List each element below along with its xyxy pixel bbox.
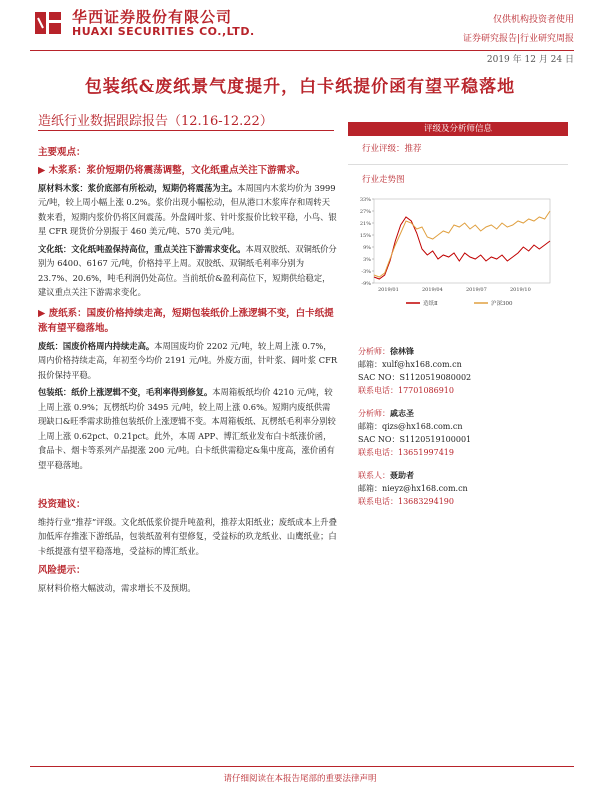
analyst-list [348,345,568,508]
analyst-card [358,469,568,508]
analyst-card [358,345,568,397]
analyst-email[interactable]: 邮箱：qizs@hx168.com.cn [358,422,463,431]
y-tick-label: -3% [361,269,371,275]
series-line [374,211,550,277]
analyst-email[interactable]: 邮箱：xulf@hx168.com.cn [358,360,462,369]
analyst-sac: SAC NO：S1120519100001 [358,435,472,444]
company-name-cn: 华西证券股份有限公司 [72,8,233,26]
lead-waste-paper: 废纸：国废价格周内持续走高。 [38,340,155,351]
analyst-name: 联系人：聂助者 [358,470,414,480]
analyst-sac: SAC NO：S1120519080002 [358,373,472,382]
trend-chart-title: 行业走势图 [362,175,405,185]
x-tick-label: 2019/01 [378,287,399,293]
section-title-risk: 风险提示： [38,565,86,576]
industry-trend-chart [348,191,558,331]
text-culture-paper: 本周双胶纸、双铜纸价分别为 6400、6167 元/吨，价格持平上周。双胶纸、双铜纸毛利率分别为 23.7%、20.6%，吨毛利润仍处高位。当前纸价&盈利高位下，短期供给稳定，建议重点关注下游需求变化。 [38,243,337,297]
footer-divider [30,766,574,767]
sidebar-divider [348,164,568,165]
series-line [374,217,550,279]
sidebar [348,122,568,508]
rating-value: 推荐 [404,144,422,154]
plot-area [374,199,550,283]
rating-label: 行业评级： [362,144,405,154]
audience-note: 仅供机构投资者使用 [492,15,574,25]
y-tick-label: 3% [363,257,371,263]
lead-pulp: 原材料木浆：浆价底部有所松动，短期仍将震荡为主。 [38,182,238,193]
paragraph-packaging [38,385,338,472]
report-subtitle: 造纸行业数据跟踪报告（12.16-12.22） [38,114,273,129]
analyst-email[interactable]: 邮箱：nieyz@hx168.com.cn [358,484,468,493]
bullet-pulp: ▶ 木浆系：浆价短期仍将震荡调整，文化纸重点关注下游需求。 [38,164,306,176]
subtitle-divider [38,130,334,131]
analyst-name: 分析师：徐林锋 [358,346,414,356]
lead-culture-paper: 文化纸：文化纸吨盈保持高位，重点关注下游需求变化。 [38,243,246,254]
paragraph-risk: 原材料价格大幅波动，需求增长不及预期。 [38,582,196,593]
company-name-en: HUAXI SECURITIES CO.,LTD. [72,25,255,38]
paragraph-pulp [38,181,338,239]
x-tick-label: 2019/10 [510,287,531,293]
industry-rating [362,142,568,154]
x-tick-label: 2019/07 [466,287,487,293]
huaxi-logo-icon [32,8,64,38]
lead-packaging: 包装纸：纸价上涨逻辑不变，毛利率得到修复。 [38,387,213,397]
legend-label: 造纸Ⅱ [423,301,438,307]
analyst-name: 分析师：戚志圣 [358,408,414,418]
y-tick-label: 33% [359,197,371,203]
text-packaging: 本周箱板纸均价 4210 元/吨，较上周上涨 0.9%；瓦楞纸均价 3495 元/吨，较上周上涨 0.6%。短期内废纸供需现缺口&旺季需求助推包装纸价上涨逻辑不变。本周箱板纸、瓦楞纸毛利率分别较上周上涨 0.62pct、0.21pct。此外，本周 APP、博汇纸业发布白卡纸涨价函，食品卡、烟卡等系列产品提涨 200 元/吨。白卡纸供需稳定&集中度高，涨价函有望平稳落地。 [38,387,336,470]
section-title-invest: 投资建议： [38,499,86,510]
analyst-card [358,407,568,459]
report-date: 2019 年 12 月 24 日 [486,55,574,65]
paragraph-waste-paper [38,339,338,383]
paragraph-culture-paper [38,242,338,300]
sidebar-header: 评级及分析师信息 [348,122,568,136]
analyst-phone: 联系电话：13651997419 [358,448,454,457]
footer-disclaimer: 请仔细阅读在本报告尾部的重要法律声明 [223,774,377,784]
analyst-phone: 联系电话：17701086910 [358,386,454,395]
header-divider [30,50,574,51]
analyst-phone: 联系电话：13683294190 [358,497,454,506]
bullet-waste-paper: ▶ 废纸系：国废价格持续走高，短期包装纸价上涨逻辑不变，白卡纸提涨有望平稳落地。 [38,307,334,334]
text-pulp: 本周国内木浆均价为 3999 元/吨，较上周小幅上涨 0.2%。浆价出现小幅松动，但从港口木浆库存和周转天数来看，短期内浆价仍将区间震荡。外盘阔叶浆、针叶浆报价比较平稳，小鸟、银星 CFR 现货价分别报于 460 美元/吨、570 美元/吨。 [38,182,337,236]
y-tick-label: 21% [359,221,371,227]
text-waste-paper: 本周国废均价 2202 元/吨，较上周上涨 0.7%，周内价格持续走高，年初至今均价 2191 元/吨。外废方面，针叶浆、阔叶浆 CFR 报价保持平稳。 [38,340,338,380]
legend-label: 沪深300 [491,301,513,307]
paragraph-invest: 维持行业“推荐”评级。文化纸低浆价提升吨盈利，推荐太阳纸业；废纸成本上升叠加低库存推涨下游纸品，包装纸盈利有望修复，受益标的玖龙纸业、山鹰纸业；白卡纸提涨有望平稳落地，受益标的博汇纸业。 [38,516,337,556]
y-tick-label: -9% [361,281,371,287]
main-content [38,146,338,598]
x-tick-label: 2019/04 [422,287,443,293]
report-title: 包装纸&废纸景气度提升，白卡纸提价函有望平稳落地 [84,77,516,97]
y-tick-label: 9% [363,245,371,251]
report-category: 证券研究报告|行业研究周报 [462,34,574,44]
y-tick-label: 15% [359,233,371,239]
section-title-main: 主要观点： [38,147,86,158]
y-tick-label: 27% [359,209,371,215]
